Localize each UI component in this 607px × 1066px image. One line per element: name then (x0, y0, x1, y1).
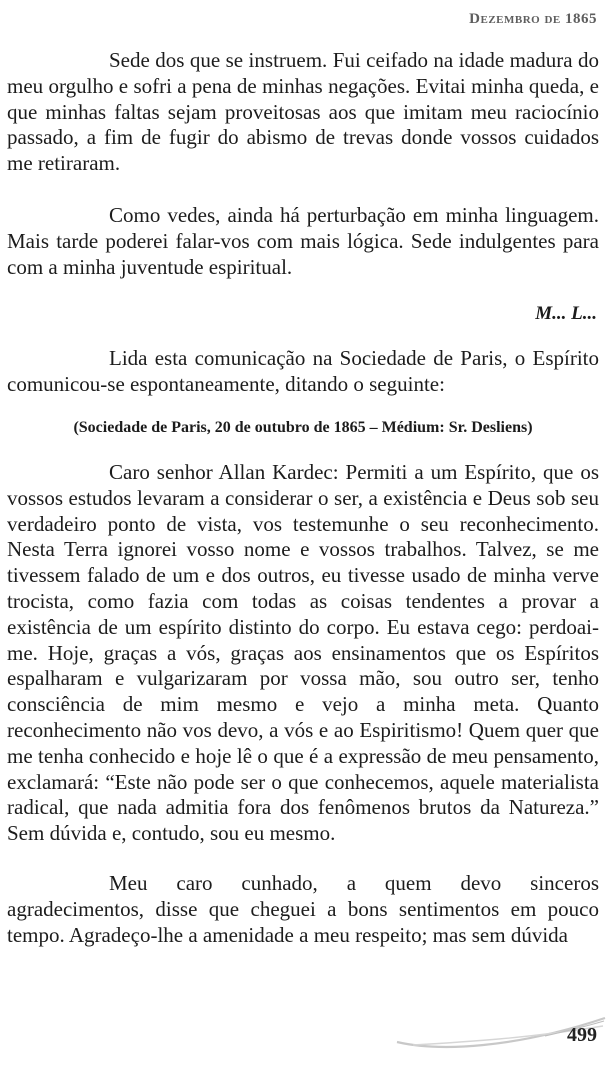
paragraph-introduction: Lida esta comunicação na Sociedade de Paris, o Espírito comunicou-se espontaneamente, ditando o seguinte: (7, 346, 599, 397)
spacer (7, 177, 599, 203)
signature: M... L... (535, 303, 597, 325)
spacer (7, 280, 599, 302)
spacer (7, 398, 599, 417)
paragraph-brother-in-law: Meu caro cunhado, a quem devo sinceros agradecimentos, disse que cheguei a bons sentimentos em pouco tempo. Agradeço-lhe a amenidade a meu respeito; mas sem dúvida (7, 870, 599, 947)
spacer (7, 326, 599, 346)
spacer (7, 847, 599, 871)
page-body (7, 48, 599, 948)
spacer (7, 439, 599, 460)
session-dateline: (Sociedade de Paris, 20 de outubro de 1865 – Médium: Sr. Desliens) (73, 418, 533, 436)
paragraph-letter-to-kardec: Caro senhor Allan Kardec: Permiti a um Espírito, que os vossos estudos levaram a considerar o ser, a existência e Deus sob seu verdadeiro ponto de vista, vos testemunhe o seu reconhecimento. Nesta Terra ignorei vosso nome e vossos trabalhos. Talvez, se me tivessem falado de um e dos outros, eu tivesse usado de minha verve trocista, como fazia com todas as coisas tendentes a provar a existência de um espírito distinto do corpo. Eu estava cego: perdoai-me. Hoje, graças a vós, graças aos ensinamentos que os Espíritos espalharam e vulgarizaram por vossa mão, sou outro ser, tenho consciência de mim mesmo e vejo a minha meta. Quanto reconhecimento não vos devo, a vós e ao Espiritismo! Quem quer que me tenha conhecido e hoje lê o que é a expressão de meu pensamento, exclamará: “Este não pode ser o que conhecemos, aquele materialista radical, que nada admitia fora dos fenômenos brutos da Natureza.” Sem dúvida e, contudo, sou eu mesmo. (7, 459, 599, 846)
running-header: Dezembro de 1865 (469, 11, 597, 27)
paragraph-perturbation: Como vedes, ainda há perturbação em minha linguagem. Mais tarde poderei falar-vos com mais lógica. Sede indulgentes para com a minha juventude espiritual. (7, 202, 599, 279)
page-number: 499 (567, 1024, 597, 1046)
paragraph-closing-message: Sede dos que se instruem. Fui ceifado na idade madura do meu orgulho e sofri a pena de minhas negações. Evitai minha queda, e que minhas faltas sejam proveitosas aos que imitam meu raciocínio passado, a fim de fugir do abismo de trevas donde vossos cuidados me retiraram. (7, 48, 599, 176)
